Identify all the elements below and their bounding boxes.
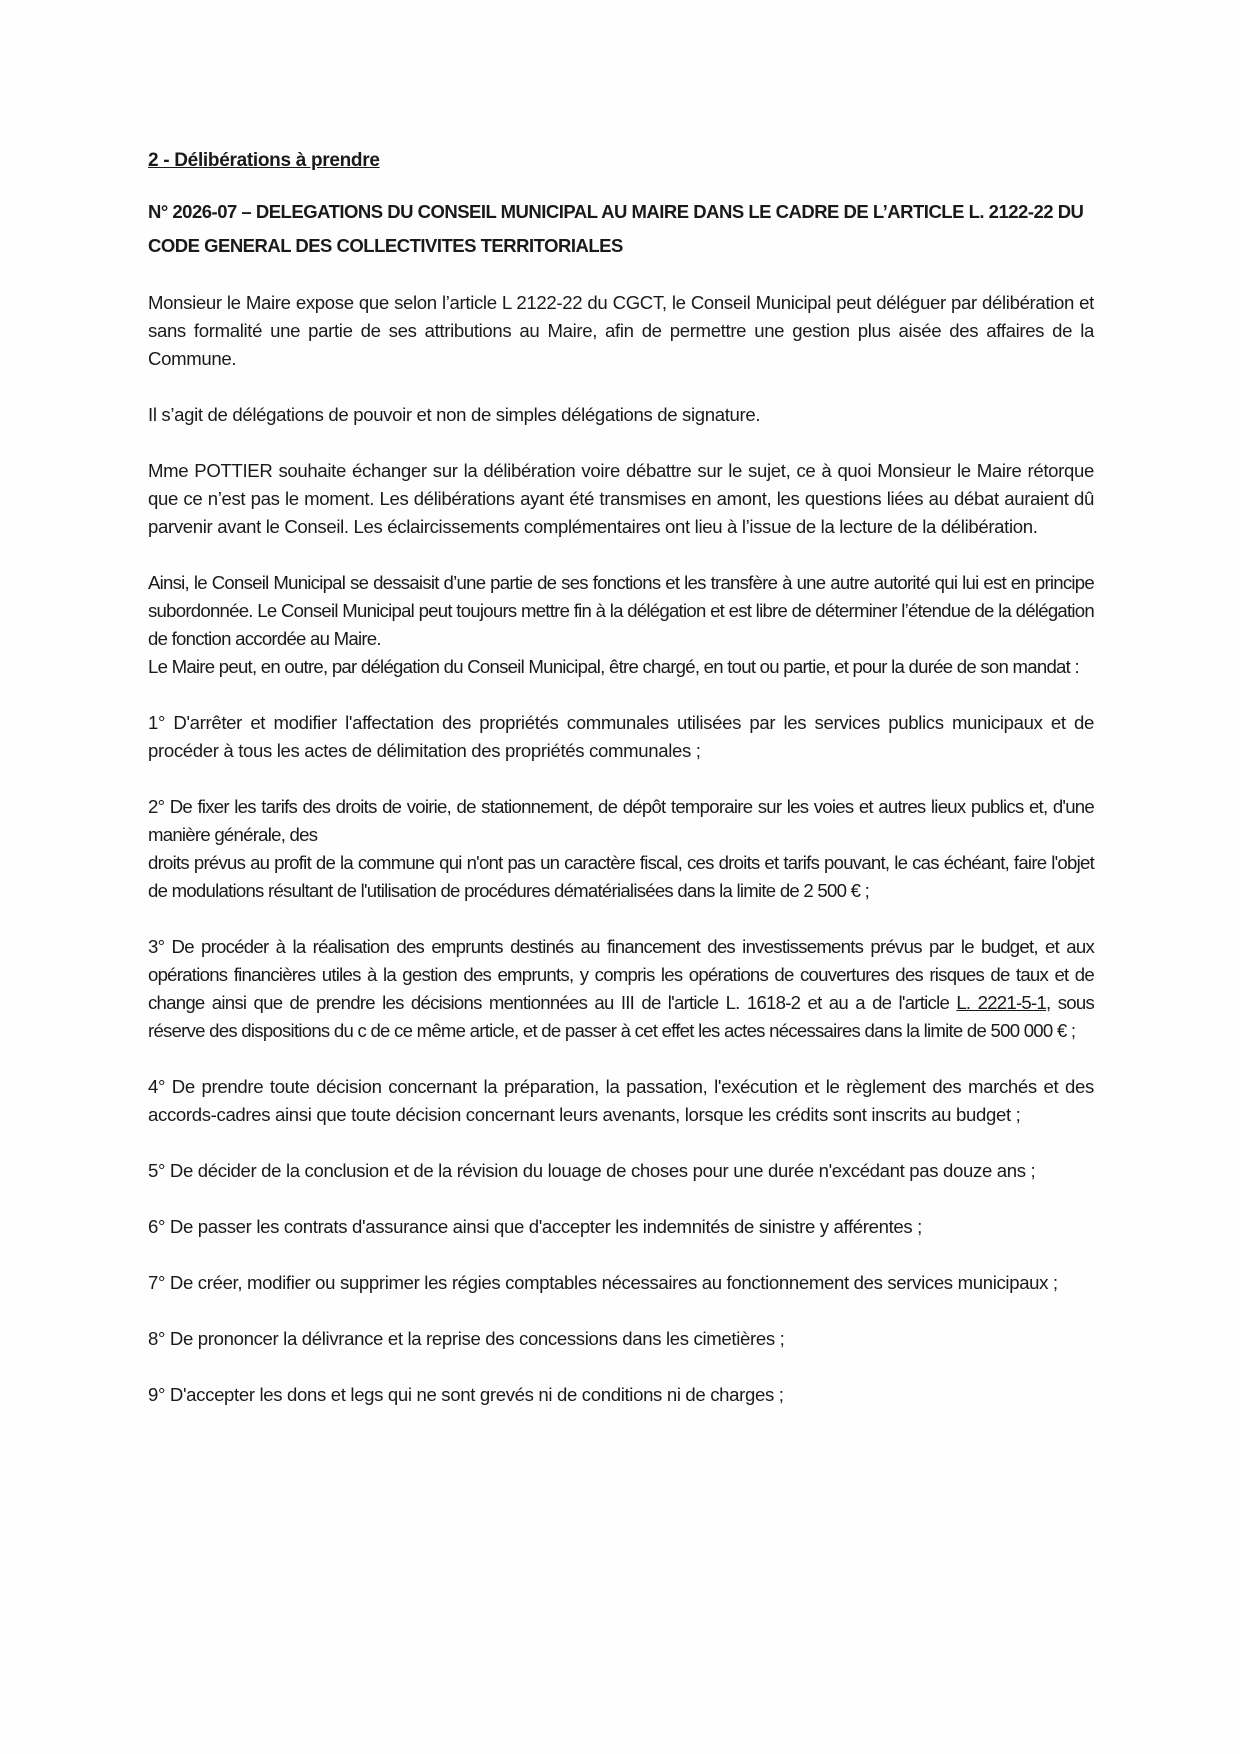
paragraph-debate: Mme POTTIER souhaite échanger sur la délibération voire débattre sur le sujet, ce à quoi Monsieur le Maire rétorque que ce n’est pas le moment. Les délibérations ayant été transmises en amont, les questions liées au débat auraient dû parvenir avant le Conseil. Les éclaircissements complémentaires ont lieu à l’issue de la lecture de la délibération. <box>148 460 1094 537</box>
item-number: 4° <box>148 1076 166 1097</box>
document-content <box>148 150 1094 1437</box>
item-number: 1° <box>148 712 166 733</box>
delegation-item-5 <box>148 1157 1094 1185</box>
paragraph-transfer: Ainsi, le Conseil Municipal se dessaisit d’une partie de ses fonctions et les transfère à une autre autorité qui lui est en principe subordonnée. Le Conseil Municipal peut toujours mettre fin à la délégation et est libre de déterminer l’étendue de la délégation de fonction accordée au Maire. <box>148 572 1094 649</box>
item-number: 5° <box>148 1160 166 1181</box>
item-number: 3° <box>148 936 165 957</box>
item-text-before-link: De procéder à la réalisation des emprunts destinés au financement des investissements prévus par le budget, et aux opérations financières utiles à la gestion des emprunts, y compris les opérations de couvertures des risques de taux et de change ainsi que de prendre les décisions mentionnées au III de l'article L. 1618-2 et au a de l'article <box>148 936 1094 1013</box>
item-number: 7° <box>148 1272 166 1293</box>
delegation-item-2 <box>148 793 1094 905</box>
delegation-item-1 <box>148 709 1094 765</box>
section-heading: 2 - Délibérations à prendre <box>148 150 380 171</box>
item-number: 2° <box>148 796 165 817</box>
delegation-item-9 <box>148 1381 1094 1409</box>
item-number: 9° <box>148 1384 166 1405</box>
item-text-after-link: , sous réserve des dispositions du c de ce même article, et de passer à cet effet les actes nécessaires dans la limite de 500 000 € ; <box>148 992 1095 1041</box>
paragraph-delegation-nature: Il s’agit de délégations de pouvoir et non de simples délégations de signature. <box>148 404 761 425</box>
delegation-item-7 <box>148 1269 1094 1297</box>
delegation-item-6 <box>148 1213 1094 1241</box>
item-text: De passer les contrats d'assurance ainsi que d'accepter les indemnités de sinistre y afférentes ; <box>169 1216 922 1237</box>
delegation-item-3 <box>148 933 1094 1045</box>
item-text: De décider de la conclusion et de la révision du louage de choses pour une durée n'excédant pas douze ans ; <box>169 1160 1036 1181</box>
paragraph-intro: Monsieur le Maire expose que selon l’article L 2122-22 du CGCT, le Conseil Municipal peut déléguer par délibération et sans formalité une partie de ses attributions au Maire, afin de permettre une gestion plus aisée des affaires de la Commune. <box>148 292 1094 369</box>
article-reference-link[interactable]: L. 2221-5-1 <box>956 992 1047 1013</box>
item-text: D'accepter les dons et legs qui ne sont grevés ni de conditions ni de charges ; <box>169 1384 784 1405</box>
item-text: D'arrêter et modifier l'affectation des propriétés communales utilisées par les services publics municipaux et de procéder à tous les actes de délimitation des propriétés communales ; <box>148 712 1094 761</box>
item-number: 8° <box>148 1328 166 1349</box>
item-text: De prononcer la délivrance et la reprise des concessions dans les cimetières ; <box>169 1328 785 1349</box>
item-text: De prendre toute décision concernant la préparation, la passation, l'exécution et le règlement des marchés et des accords-cadres ainsi que toute décision concernant leurs avenants, lorsque les crédits sont inscrits au budget ; <box>148 1076 1094 1125</box>
delegation-item-8 <box>148 1325 1094 1353</box>
item-text-part2: droits prévus au profit de la commune qui n'ont pas un caractère fiscal, ces droits et tarifs pouvant, le cas échéant, faire l'objet de modulations résultant de l'utilisation de procédures dématérialisées dans la limite de 2 500 € ; <box>148 852 1094 901</box>
item-text-part1: De fixer les tarifs des droits de voirie, de stationnement, de dépôt temporaire sur les voies et autres lieux publics et, d'une manière générale, des <box>148 796 1094 845</box>
paragraph-mandate: Le Maire peut, en outre, par délégation du Conseil Municipal, être chargé, en tout ou partie, et pour la durée de son mandat : <box>148 656 1079 677</box>
delegation-item-4 <box>148 1073 1094 1129</box>
item-number: 6° <box>148 1216 166 1237</box>
deliberation-title: N° 2026-07 – DELEGATIONS DU CONSEIL MUNICIPAL AU MAIRE DANS LE CADRE DE L’ARTICLE L. 2122-22 DU CODE GENERAL DES COLLECTIVITES TERRITORIALES <box>148 201 1084 256</box>
item-text: De créer, modifier ou supprimer les régies comptables nécessaires au fonctionnement des services municipaux ; <box>169 1272 1058 1293</box>
